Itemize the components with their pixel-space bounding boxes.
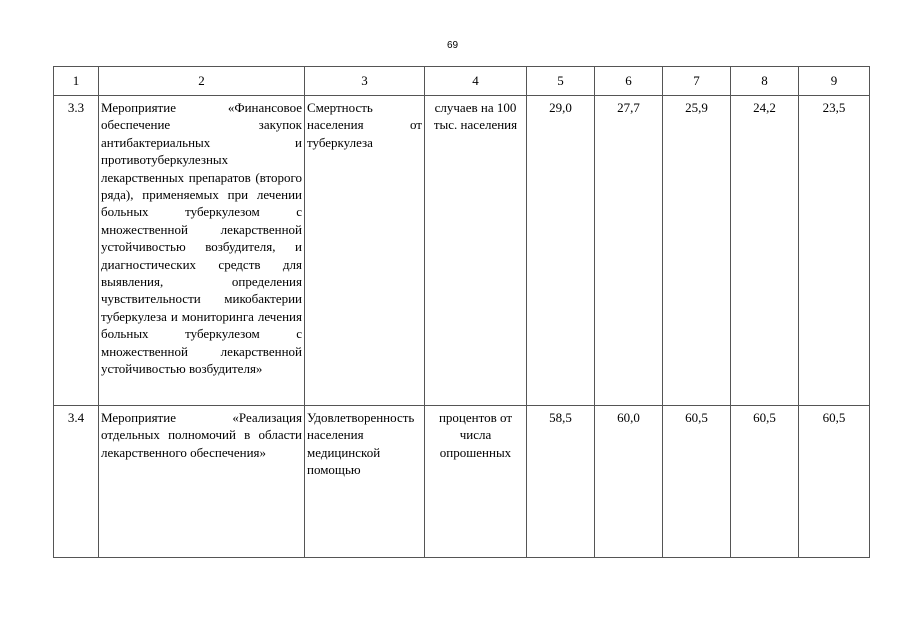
- value-cell: 60,5: [663, 406, 731, 558]
- column-header: 7: [663, 67, 731, 96]
- column-header: 5: [527, 67, 595, 96]
- table-header-row: [54, 67, 870, 96]
- table-row: [54, 406, 870, 558]
- column-header: 3: [305, 67, 425, 96]
- column-header: 6: [595, 67, 663, 96]
- indicator-name: Смертность населения от туберкулеза: [305, 96, 425, 406]
- value-cell: 27,7: [595, 96, 663, 406]
- value-cell: 58,5: [527, 406, 595, 558]
- column-header: 8: [731, 67, 799, 96]
- indicator-name: Удовлетворенность населения медицинской помощью: [305, 406, 425, 558]
- column-header: 2: [99, 67, 305, 96]
- value-cell: 29,0: [527, 96, 595, 406]
- page-number: 69: [446, 40, 459, 51]
- value-cell: 60,5: [731, 406, 799, 558]
- row-number: 3.4: [54, 406, 99, 558]
- row-number: 3.3: [54, 96, 99, 406]
- indicators-table: [53, 66, 870, 558]
- value-cell: 23,5: [799, 96, 870, 406]
- value-cell: 25,9: [663, 96, 731, 406]
- unit-of-measure: процентов от числа опрошенных: [425, 406, 527, 558]
- measure-description: Мероприятие «Финансовое обеспечение закупок антибактериальных и противотуберкулезных лекарственных препаратов (второго ряда), применяемых при лечении больных туберкулезом с множественной лекарственной устойчивостью возбудителя, и диагностических средств для выявления, определения чувствительности микобактерии туберкулеза и мониторинга лечения больных туберкулезом с множественной лекарственной устойчивостью возбудителя»: [99, 96, 305, 406]
- column-header: 1: [54, 67, 99, 96]
- column-header: 9: [799, 67, 870, 96]
- value-cell: 24,2: [731, 96, 799, 406]
- column-header: 4: [425, 67, 527, 96]
- measure-description: Мероприятие «Реализация отдельных полномочий в области лекарственного обеспечения»: [99, 406, 305, 558]
- value-cell: 60,5: [799, 406, 870, 558]
- unit-of-measure: случаев на 100 тыс. населения: [425, 96, 527, 406]
- value-cell: 60,0: [595, 406, 663, 558]
- table-row: [54, 96, 870, 406]
